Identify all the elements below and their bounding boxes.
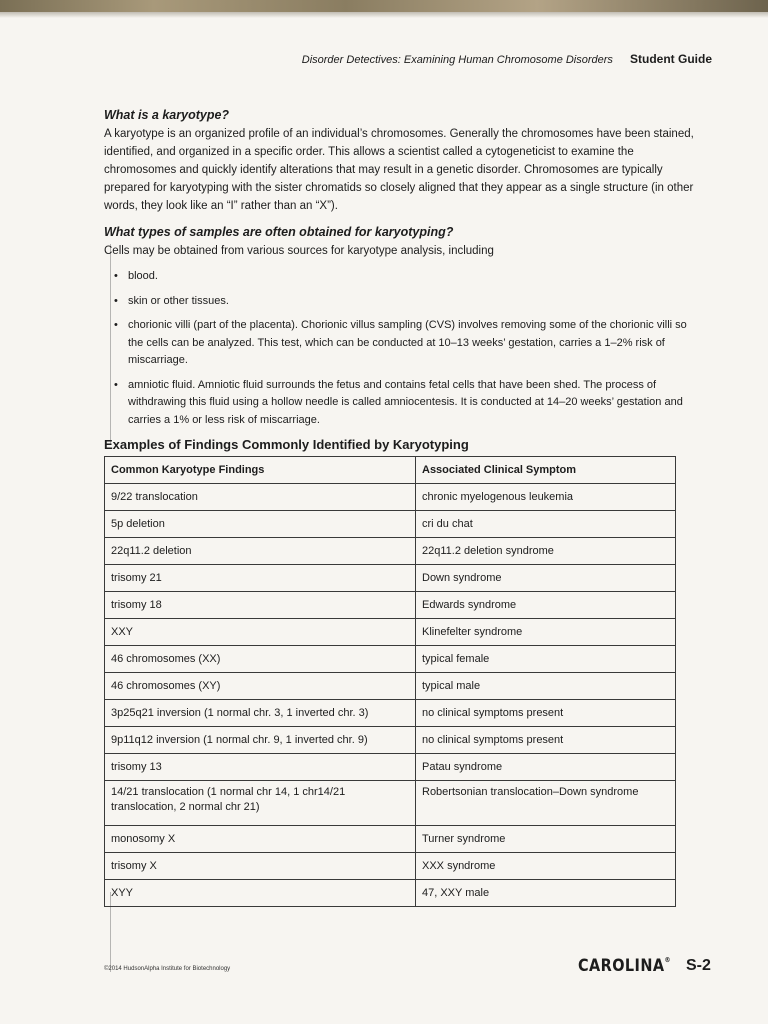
finding-cell: trisomy 18	[105, 592, 416, 619]
finding-cell: 14/21 translocation (1 normal chr 14, 1 chr14/21 translocation, 2 normal chr 21)	[105, 781, 416, 826]
finding-cell: 5p deletion	[105, 511, 416, 538]
finding-cell: 9p11q12 inversion (1 normal chr. 9, 1 inverted chr. 9)	[105, 727, 416, 754]
symptom-cell: chronic myelogenous leukemia	[416, 484, 676, 511]
symptom-cell: typical male	[416, 673, 676, 700]
finding-cell: monosomy X	[105, 826, 416, 853]
table-row	[105, 853, 676, 880]
table-row	[105, 700, 676, 727]
copyright-notice: ©2014 HudsonAlpha Institute for Biotechnology	[104, 966, 231, 972]
column-header: Common Karyotype Findings	[105, 457, 416, 484]
finding-cell: 46 chromosomes (XX)	[105, 646, 416, 673]
main-content	[104, 108, 704, 907]
table-row	[105, 781, 676, 826]
symptom-cell: Patau syndrome	[416, 754, 676, 781]
symptom-cell: 22q11.2 deletion syndrome	[416, 538, 676, 565]
finding-cell: 3p25q21 inversion (1 normal chr. 3, 1 inverted chr. 3)	[105, 700, 416, 727]
symptom-cell: Klinefelter syndrome	[416, 619, 676, 646]
table-row	[105, 538, 676, 565]
finding-cell: trisomy X	[105, 853, 416, 880]
table-row	[105, 619, 676, 646]
section-intro: Cells may be obtained from various sources for karyotype analysis, including	[104, 245, 494, 257]
table-row	[105, 826, 676, 853]
symptom-cell: no clinical symptoms present	[416, 700, 676, 727]
table-row	[105, 484, 676, 511]
finding-cell: XXY	[105, 619, 416, 646]
symptom-cell: Turner syndrome	[416, 826, 676, 853]
document-page	[0, 12, 768, 1024]
sample-list	[112, 268, 704, 429]
list-item: • amniotic fluid. Amniotic fluid surrounds the fetus and contains fetal cells that have been shed. The process of withdrawing this fluid using a hollow needle is called amniocentesis. It is conducted at 14–20 weeks’ gestation and carries a 1% or less risk of miscarriage.	[112, 377, 704, 430]
symptom-cell: 47, XXY male	[416, 880, 676, 907]
section-samples	[104, 225, 704, 429]
finding-cell: 46 chromosomes (XY)	[105, 673, 416, 700]
course-title: Disorder Detectives: Examining Human Chromosome Disorders	[301, 54, 613, 66]
section-paragraph: A karyotype is an organized profile of an individual’s chromosomes. Generally the chromosomes have been stained, identified, and organized in a specific order. This allows a scientist called a cytogeneticist to examine the chromosomes and quickly identify alterations that may result in a genetic disorder. Chromosomes are typically prepared for karyotyping with the sister chromatids so closely aligned that they appear as a single structure (in other words, they look like an “I” rather than an “X”).	[104, 128, 694, 212]
symptom-cell: Robertsonian translocation–Down syndrome	[416, 781, 676, 826]
table-title: Examples of Findings Commonly Identified by Karyotyping	[104, 437, 469, 452]
carolina-logo	[578, 956, 671, 976]
symptom-cell: Down syndrome	[416, 565, 676, 592]
symptom-cell: no clinical symptoms present	[416, 727, 676, 754]
page-number: S-2	[686, 957, 711, 974]
table-row	[105, 592, 676, 619]
finding-cell: 22q11.2 deletion	[105, 538, 416, 565]
finding-cell: trisomy 13	[105, 754, 416, 781]
section-heading: What types of samples are often obtained for karyotyping?	[104, 225, 454, 239]
finding-cell: trisomy 21	[105, 565, 416, 592]
running-header	[302, 52, 712, 66]
symptom-cell: XXX syndrome	[416, 853, 676, 880]
section-heading: What is a karyotype?	[104, 108, 230, 122]
list-item: • skin or other tissues.	[112, 293, 704, 311]
section-karyotype	[104, 108, 704, 215]
table-row	[105, 511, 676, 538]
brand-name: CAROLINA	[578, 956, 665, 976]
symptom-cell: typical female	[416, 646, 676, 673]
list-item: • chorionic villi (part of the placenta). Chorionic villus sampling (CVS) involves removing some of the chorionic villi so the cells can be analyzed. This test, which can be conducted at 10–13 weeks’ gestation, carries a 1–2% risk of miscarriage.	[112, 317, 704, 370]
table-row	[105, 880, 676, 907]
registered-mark-icon: ®	[664, 956, 671, 964]
table-row	[105, 565, 676, 592]
table-row	[105, 673, 676, 700]
symptom-cell: cri du chat	[416, 511, 676, 538]
findings-table	[104, 456, 676, 907]
column-header: Associated Clinical Symptom	[416, 457, 676, 484]
guide-label: Student Guide	[630, 52, 712, 66]
finding-cell: XYY	[105, 880, 416, 907]
table-row	[105, 646, 676, 673]
table-row	[105, 727, 676, 754]
table-header-row	[105, 457, 676, 484]
page-top-edge	[0, 0, 768, 12]
table-row	[105, 754, 676, 781]
finding-cell: 9/22 translocation	[105, 484, 416, 511]
symptom-cell: Edwards syndrome	[416, 592, 676, 619]
list-item: • blood.	[112, 268, 704, 286]
